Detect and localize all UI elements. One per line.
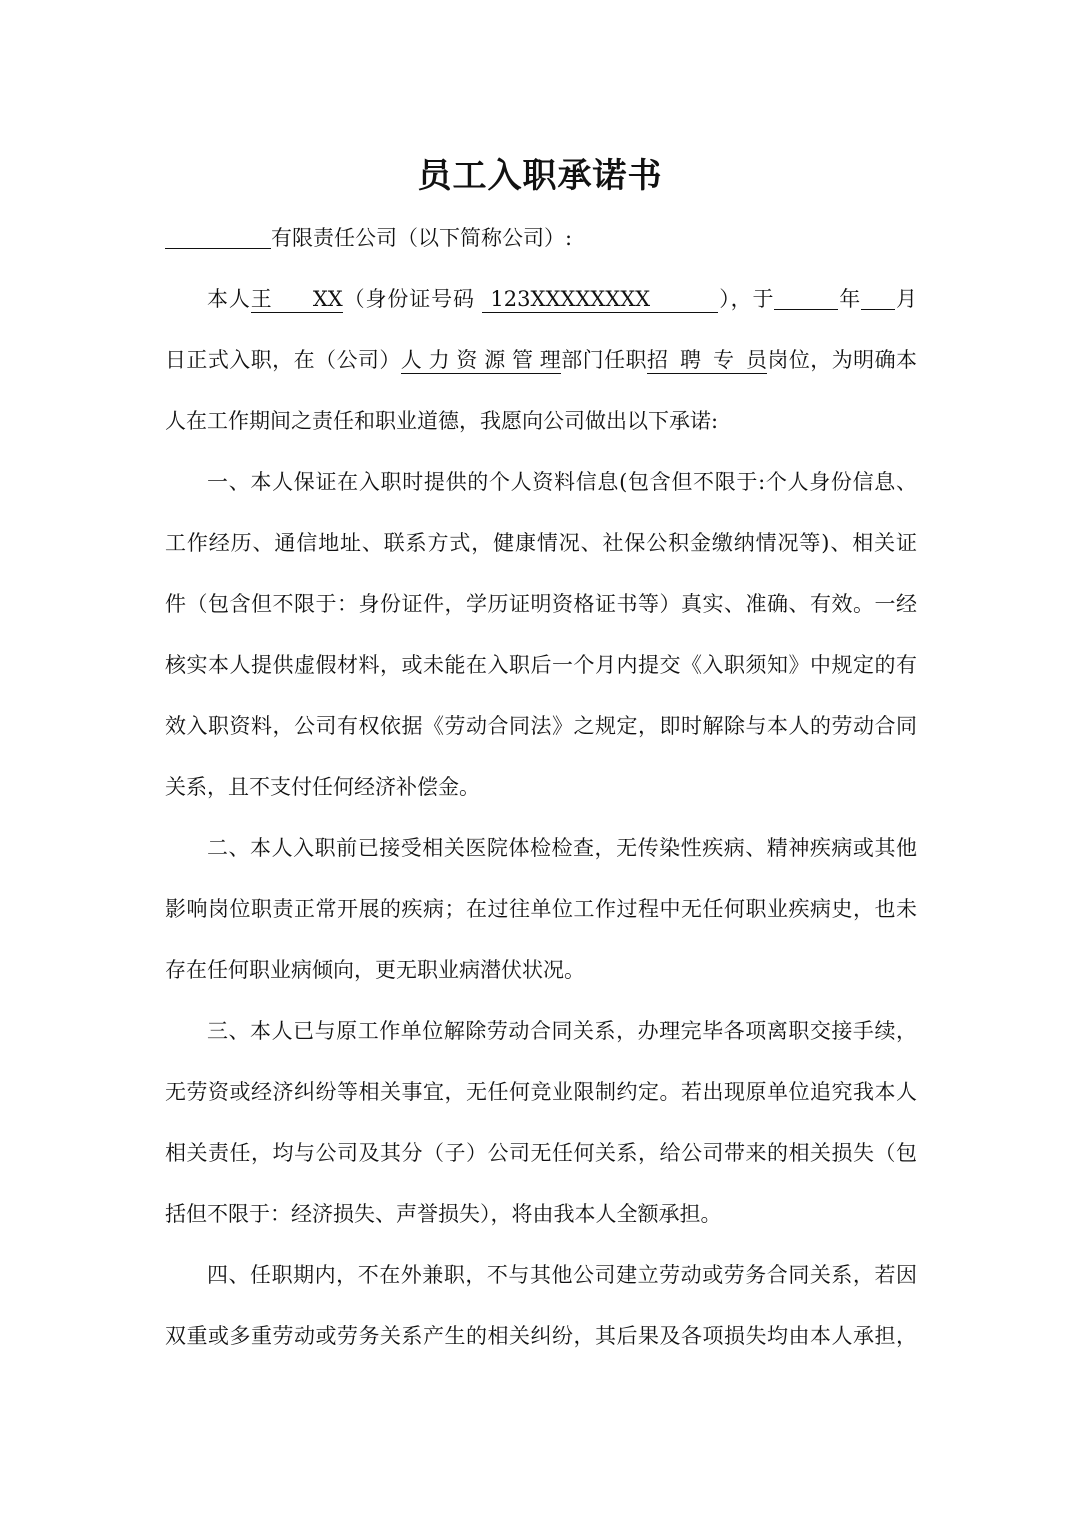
intro-text-2: （身份证号码 <box>342 287 475 311</box>
intro-text-3: ），于 <box>718 287 775 311</box>
clause-1-line-5: 效入职资料，公司有权依据《劳动合同法》之规定，即时解除与本人的劳动合同 <box>165 714 917 738</box>
intro-text-6: 岗位，为明确本 <box>766 348 917 372</box>
clause-1-line-6: 关系，且不支付任何经济补偿金。 <box>165 775 480 799</box>
clause-3-line-4: 括但不限于：经济损失、声誉损失），将由我本人全额承担。 <box>165 1202 722 1226</box>
clause-1-line-2: 工作经历、通信地址、联系方式，健康情况、社保公积金缴纳情况等)、相关证 <box>165 531 917 555</box>
clause-1-line-4: 核实本人提供虚假材料，或未能在入职后一个月内提交《入职须知》中规定的有 <box>165 653 917 677</box>
year-label: 年 <box>838 287 862 311</box>
clause-1-line-3: 件（包含但不限于：身份证件，学历证明资格证书等）真实、准确、有效。一经 <box>165 592 917 616</box>
intro-line-2 <box>165 342 917 378</box>
intro-text-4: 日正式入职，在（公司） <box>165 348 401 372</box>
company-name-blank[interactable] <box>165 224 271 249</box>
clause-1-line-1: 一、本人保证在入职时提供的个人资料信息(包含但不限于:个人身份信息、 <box>207 470 917 494</box>
intro-text-1: 本人 <box>207 287 251 311</box>
clause-2-line-3: 存在任何职业病倾向，更无职业病潜伏状况。 <box>165 958 585 982</box>
company-suffix: 有限责任公司（以下简称公司）: <box>271 226 573 250</box>
month-label: 月 <box>895 287 917 311</box>
document-title: 员工入职承诺书 <box>417 156 663 196</box>
year-blank[interactable] <box>774 285 838 310</box>
intro-text-5: 部门任职 <box>560 348 647 372</box>
clause-2-line-2: 影响岗位职责正常开展的疾病；在过往单位工作过程中无任何职业疾病史，也未 <box>165 897 917 921</box>
clause-3-line-1: 三、本人已与原工作单位解除劳动合同关系，办理完毕各项离职交接手续， <box>207 1019 917 1043</box>
clause-4-line-2: 双重或多重劳动或劳务关系产生的相关纠纷，其后果及各项损失均由本人承担， <box>165 1324 917 1348</box>
clause-2-line-1: 二、本人入职前已接受相关医院体检检查，无传染性疾病、精神疾病或其他 <box>207 836 917 860</box>
clause-3-line-2: 无劳资或经济纠纷等相关事宜，无任何竞业限制约定。若出现原单位追究我本人 <box>165 1080 917 1104</box>
clause-4-line-1: 四、任职期内，不在外兼职，不与其他公司建立劳动或劳务合同关系，若因 <box>207 1263 917 1287</box>
intro-line-3: 人在工作期间之责任和职业道德，我愿向公司做出以下承诺: <box>165 409 719 433</box>
position-field[interactable]: 招聘专员 <box>646 348 767 372</box>
clause-3-line-3: 相关责任，均与公司及其分（子）公司无任何关系，给公司带来的相关损失（包 <box>165 1141 917 1165</box>
month-blank[interactable] <box>861 285 895 310</box>
addressee-line <box>165 220 917 256</box>
department-field[interactable]: 人力资源管理 <box>400 348 561 372</box>
id-number-field[interactable]: 123XXXXXXXX <box>482 286 718 313</box>
employee-name-field[interactable]: 王 XX <box>250 287 343 311</box>
intro-line-1 <box>207 281 917 317</box>
